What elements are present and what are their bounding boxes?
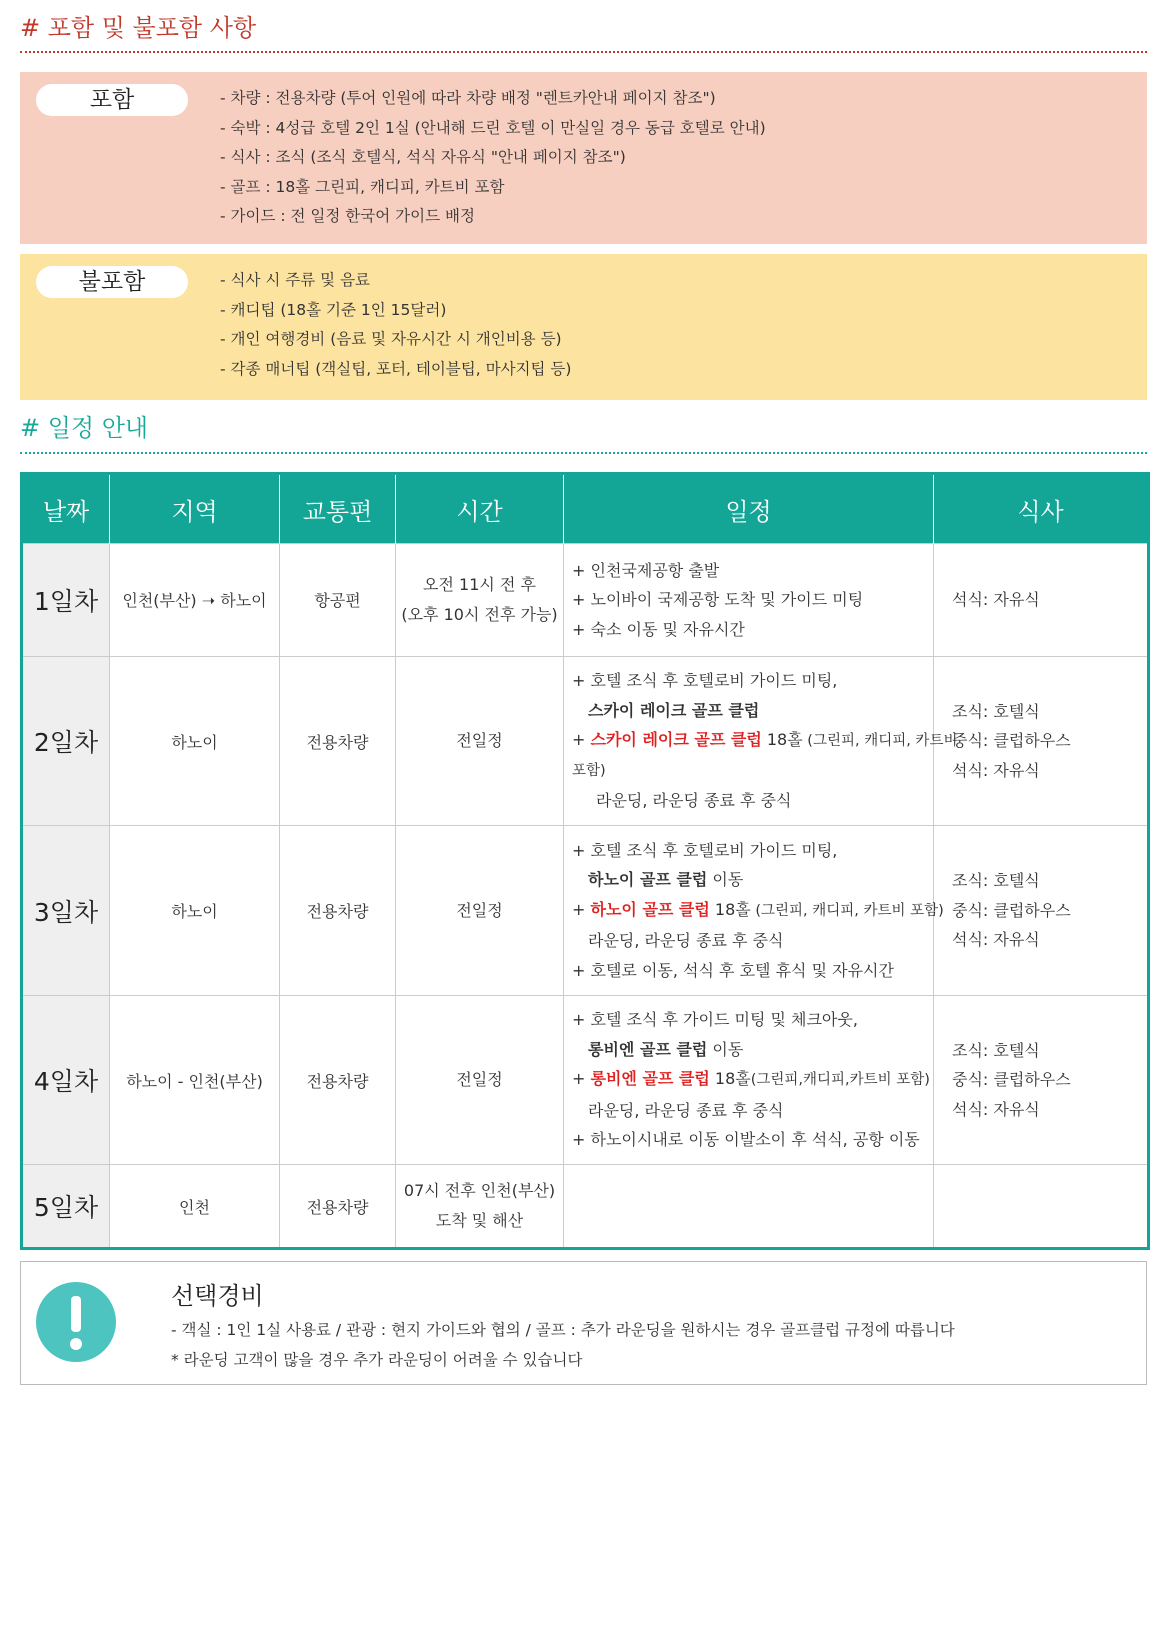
- time-cell: [396, 995, 564, 1164]
- meal-line: 석식: 자유식: [952, 930, 1040, 950]
- region-cell: 하노이 - 인천(부산): [110, 995, 280, 1164]
- move-text: 이동: [707, 1039, 744, 1059]
- itinerary-cell: [564, 995, 934, 1164]
- fees-text: (그린피, 캐디피, 카트비 포함): [750, 902, 944, 919]
- list-item: - 차량 : 전용차량 (투어 인원에 따라 차량 배정 "렌트카안내 페이지 참조"): [220, 89, 716, 107]
- region-cell: 인천(부산) ➝ 하노이: [110, 544, 280, 657]
- transport-cell: 전용차량: [280, 1165, 396, 1249]
- itinerary-cell: [564, 544, 934, 657]
- list-item: - 식사 : 조식 (조식 호텔식, 석식 자유식 "안내 페이지 참조"): [220, 148, 626, 166]
- optional-costs-line: - 객실 : 1인 1실 사용료 / 관광 : 현지 가이드와 협의 / 골프 : 추가 라운딩을 원하시는 경우 골프클럽 규정에 따릅니다: [171, 1321, 955, 1339]
- itinerary-line: + 호텔 조식 후 호텔로비 가이드 미팅,: [572, 840, 838, 860]
- itinerary-cell: [564, 826, 944, 995]
- itinerary-line: + 노이바이 국제공항 도착 및 가이드 미팅: [572, 590, 864, 610]
- itinerary-line: + 호텔 조식 후 호텔로비 가이드 미팅,: [572, 671, 838, 691]
- transport-cell: 전용차량: [280, 995, 396, 1164]
- itinerary-line: 라운딩, 라운딩 종료 후 중식: [596, 791, 792, 811]
- time-cell: [396, 826, 564, 995]
- table-row: [22, 544, 1149, 657]
- meal-line: 중식: 클럽하우스: [952, 1070, 1071, 1090]
- itinerary-line: [572, 696, 925, 726]
- meal-line: 석식: 자유식: [952, 590, 1040, 610]
- day-cell: 2일차: [22, 656, 110, 825]
- transport-cell: 전용차량: [280, 656, 396, 825]
- meal-cell: [934, 656, 1149, 825]
- time-line: 전일정: [456, 900, 503, 920]
- list-item: - 각종 매너팁 (객실팁, 포터, 테이블팁, 마사지팁 등): [220, 359, 572, 378]
- section-divider: [20, 452, 1147, 454]
- itinerary-line: + 인천국제공항 출발: [572, 560, 720, 580]
- day-cell: 4일차: [22, 995, 110, 1164]
- region-cell: 하노이: [110, 656, 280, 825]
- exclamation-bar: [71, 1296, 81, 1332]
- header-transport: 교통편: [280, 474, 396, 544]
- optional-costs-box: [20, 1261, 1147, 1385]
- itinerary-prefix: +: [572, 730, 591, 750]
- header-date: 날짜: [22, 474, 110, 544]
- included-label: 포함: [36, 84, 188, 116]
- table-row: [22, 826, 1149, 995]
- meal-line: 조식: 호텔식: [952, 701, 1040, 721]
- golf-club-name: 스카이 레이크 골프 클럽: [588, 700, 760, 720]
- time-cell: [396, 544, 564, 657]
- itinerary-line: [572, 1035, 925, 1065]
- holes-text: 18홀: [709, 1069, 751, 1089]
- optional-costs-note: * 라운딩 고객이 많을 경우 추가 라운딩이 어려울 수 있습니다: [171, 1351, 583, 1369]
- itinerary-line: [572, 1064, 930, 1096]
- section-divider: [20, 51, 1147, 53]
- meal-line: 중식: 클럽하우스: [952, 900, 1071, 920]
- table-row: [22, 656, 1149, 825]
- holes-text: 18홀: [761, 730, 803, 750]
- golf-club-highlight: 하노이 골프 클럽: [590, 899, 710, 919]
- schedule-table: [20, 472, 1150, 1250]
- itinerary-line: [572, 895, 944, 927]
- itinerary-line: 포함): [572, 762, 606, 779]
- time-line: (오후 10시 전후 가능): [401, 604, 558, 624]
- itinerary-cell: [564, 656, 958, 825]
- region-cell: 인천: [110, 1165, 280, 1249]
- meal-line: 석식: 자유식: [952, 760, 1040, 780]
- meal-cell: [934, 995, 1149, 1164]
- itinerary-line: [572, 865, 925, 895]
- transport-cell: 전용차량: [280, 826, 396, 995]
- list-item: - 골프 : 18홀 그린피, 캐디피, 카트비 포함: [220, 177, 505, 196]
- table-row: [22, 995, 1149, 1164]
- included-box: [20, 72, 1147, 244]
- header-time: 시간: [396, 474, 564, 544]
- itinerary-prefix: +: [572, 1069, 591, 1089]
- inclusion-section-title: # 포함 및 불포함 사항: [20, 14, 257, 42]
- meal-cell: [934, 1165, 1149, 1249]
- meal-cell: [934, 544, 1149, 657]
- list-item: - 식사 시 주류 및 음료: [220, 271, 371, 289]
- table-header-row: [22, 474, 1149, 544]
- time-line: 도착 및 해산: [435, 1211, 524, 1231]
- time-line: 07시 전후 인천(부산): [403, 1181, 556, 1201]
- list-item: - 캐디팁 (18홀 기준 1인 15달러): [220, 300, 447, 319]
- meal-cell: [934, 826, 1149, 995]
- excluded-label: 불포함: [36, 266, 188, 298]
- fees-text: (그린피, 캐디피, 카트비: [802, 733, 958, 750]
- itinerary-line: 라운딩, 라운딩 종료 후 중식: [588, 931, 784, 951]
- golf-club-name: 하노이 골프 클럽: [588, 870, 708, 890]
- region-cell: 하노이: [110, 826, 280, 995]
- itinerary-line: 라운딩, 라운딩 종료 후 중식: [588, 1100, 784, 1120]
- itinerary-line: + 숙소 이동 및 자유시간: [572, 619, 745, 639]
- header-itinerary: 일정: [564, 474, 934, 544]
- itinerary-cell: [564, 1165, 934, 1249]
- list-item: - 숙박 : 4성급 호텔 2인 1실 (안내해 드린 호텔 이 만실일 경우 동급 호텔로 안내): [220, 118, 766, 137]
- time-line: 전일정: [456, 1070, 503, 1090]
- meal-line: 조식: 호텔식: [952, 871, 1040, 891]
- exclamation-icon: [36, 1282, 116, 1362]
- itinerary-line: + 하노이시내로 이동 이발소이 후 석식, 공항 이동: [572, 1130, 920, 1150]
- excluded-list: [220, 266, 571, 384]
- list-item: - 가이드 : 전 일정 한국어 가이드 배정: [220, 207, 475, 225]
- list-item: - 개인 여행경비 (음료 및 자유시간 시 개인비용 등): [220, 330, 562, 348]
- itinerary-line: + 호텔 조식 후 가이드 미팅 및 체크아웃,: [572, 1010, 858, 1030]
- time-cell: [396, 1165, 564, 1249]
- golf-club-highlight: 스카이 레이크 골프 클럽: [590, 730, 762, 750]
- meal-line: 중식: 클럽하우스: [952, 731, 1071, 751]
- optional-costs-title: 선택경비: [171, 1282, 264, 1310]
- time-line: 전일정: [456, 731, 503, 751]
- included-list: [220, 84, 766, 232]
- meal-line: 조식: 호텔식: [952, 1040, 1040, 1060]
- holes-text: 18홀: [709, 899, 751, 919]
- move-text: 이동: [707, 870, 744, 890]
- schedule-section-title: # 일정 안내: [20, 414, 149, 442]
- itinerary-prefix: +: [572, 899, 591, 919]
- day-cell: 3일차: [22, 826, 110, 995]
- fees-text: (그린피,캐디피,카트비 포함): [750, 1072, 930, 1089]
- time-line: 오전 11시 전 후: [423, 574, 536, 594]
- meal-line: 석식: 자유식: [952, 1099, 1040, 1119]
- itinerary-line: + 호텔로 이동, 석식 후 호텔 휴식 및 자유시간: [572, 960, 894, 980]
- itinerary-line: [572, 725, 958, 757]
- golf-club-highlight: 롱비엔 골프 클럽: [590, 1069, 710, 1089]
- day-cell: 5일차: [22, 1165, 110, 1249]
- excluded-box: [20, 254, 1147, 400]
- transport-cell: 항공편: [280, 544, 396, 657]
- golf-club-name: 롱비엔 골프 클럽: [588, 1039, 708, 1059]
- day-cell: 1일차: [22, 544, 110, 657]
- header-meals: 식사: [934, 474, 1149, 544]
- time-cell: [396, 656, 564, 825]
- header-region: 지역: [110, 474, 280, 544]
- exclamation-dot: [70, 1338, 82, 1350]
- table-row: [22, 1165, 1149, 1249]
